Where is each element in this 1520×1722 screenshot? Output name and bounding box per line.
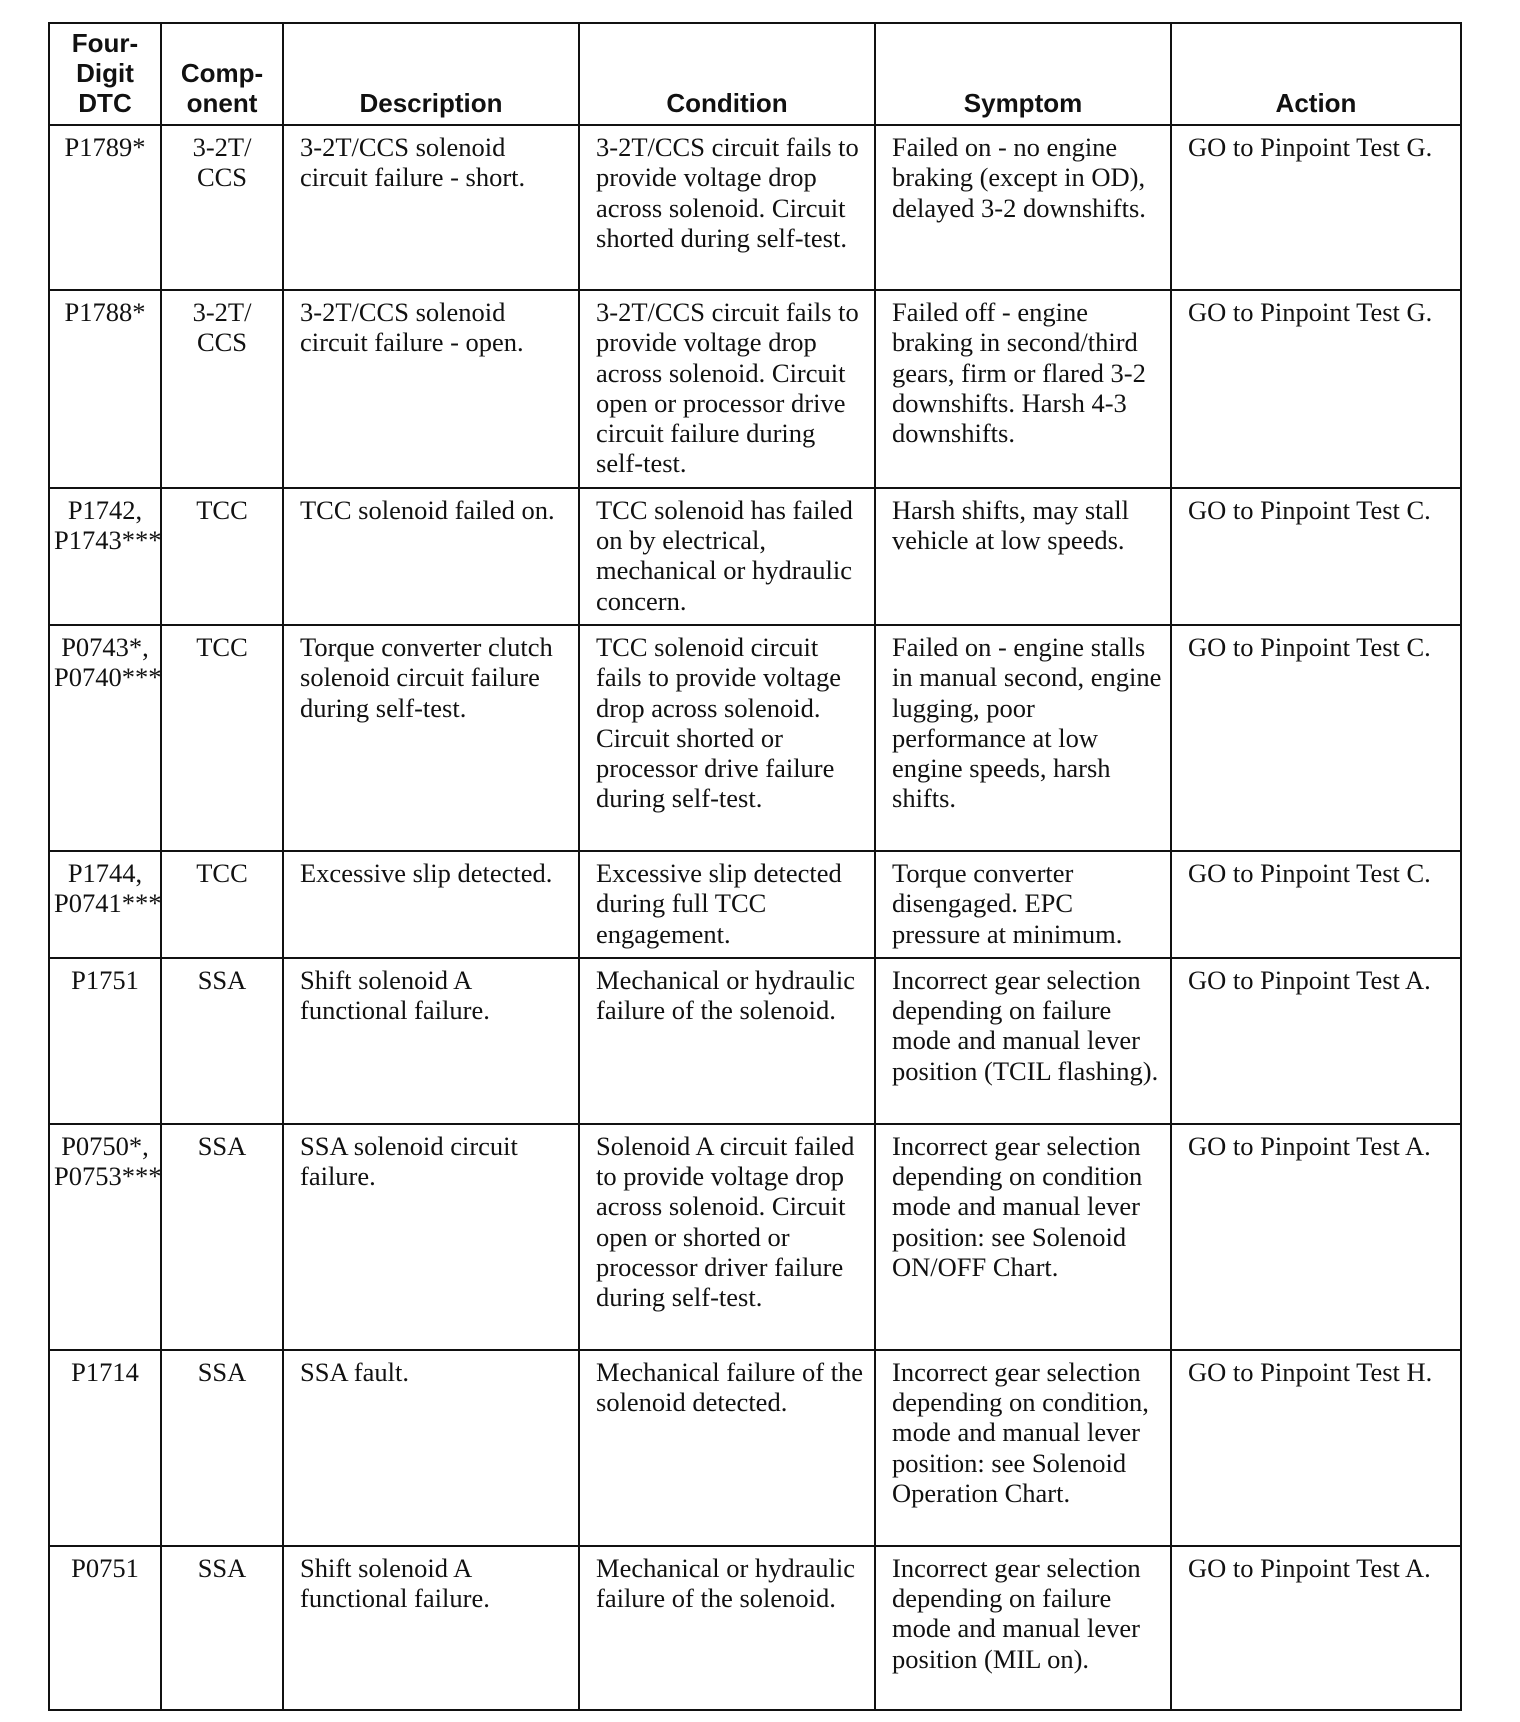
condition-cell: Mechanical or hydraulic failure of the solenoid.: [579, 1546, 875, 1710]
dtc-cell: P1751: [49, 958, 161, 1124]
header-row: [49, 23, 1461, 125]
description-cell: Excessive slip detected.: [283, 851, 579, 958]
component-cell: SSA: [161, 1546, 283, 1710]
condition-cell: 3-2T/CCS circuit fails to provide voltage drop across solenoid. Circuit shorted during self-test.: [579, 125, 875, 290]
condition-cell: Solenoid A circuit failed to provide voltage drop across solenoid. Circuit open or shorted or processor driver failure during self-test.: [579, 1124, 875, 1350]
action-cell: GO to Pinpoint Test G.: [1171, 125, 1461, 290]
table-row: [49, 290, 1461, 488]
description-cell: TCC solenoid failed on.: [283, 488, 579, 625]
dtc-cell: P0751: [49, 1546, 161, 1710]
symptom-cell: Failed on - no engine braking (except in OD), delayed 3-2 downshifts.: [875, 125, 1171, 290]
header-description: Description: [283, 23, 579, 125]
component-cell: 3-2T/ CCS: [161, 290, 283, 488]
dtc-cell: P1742, P1743***: [49, 488, 161, 625]
dtc-cell: P1714: [49, 1350, 161, 1546]
table-row: [49, 488, 1461, 625]
condition-cell: TCC solenoid circuit fails to provide voltage drop across solenoid. Circuit shorted or processor drive failure during self-test.: [579, 625, 875, 851]
description-cell: SSA solenoid circuit failure.: [283, 1124, 579, 1350]
component-cell: TCC: [161, 851, 283, 958]
header-condition: Condition: [579, 23, 875, 125]
table-row: [49, 851, 1461, 958]
action-cell: GO to Pinpoint Test A.: [1171, 1124, 1461, 1350]
action-cell: GO to Pinpoint Test H.: [1171, 1350, 1461, 1546]
condition-cell: TCC solenoid has failed on by electrical, mechanical or hydraulic concern.: [579, 488, 875, 625]
component-cell: SSA: [161, 1124, 283, 1350]
action-cell: GO to Pinpoint Test A.: [1171, 1546, 1461, 1710]
symptom-cell: Failed off - engine braking in second/third gears, firm or flared 3-2 downshifts. Harsh 4-3 downshifts.: [875, 290, 1171, 488]
table-row: [49, 125, 1461, 290]
dtc-cell: P0750*, P0753***: [49, 1124, 161, 1350]
condition-cell: Excessive slip detected during full TCC engagement.: [579, 851, 875, 958]
header-dtc: Four- Digit DTC: [49, 23, 161, 125]
action-cell: GO to Pinpoint Test A.: [1171, 958, 1461, 1124]
component-cell: 3-2T/ CCS: [161, 125, 283, 290]
table-body: [49, 125, 1461, 1710]
table-row: [49, 625, 1461, 851]
component-cell: TCC: [161, 625, 283, 851]
action-cell: GO to Pinpoint Test C.: [1171, 488, 1461, 625]
table-row: [49, 1350, 1461, 1546]
description-cell: Shift solenoid A functional failure.: [283, 1546, 579, 1710]
description-cell: 3-2T/CCS solenoid circuit failure - short.: [283, 125, 579, 290]
description-cell: SSA fault.: [283, 1350, 579, 1546]
action-cell: GO to Pinpoint Test G.: [1171, 290, 1461, 488]
action-cell: GO to Pinpoint Test C.: [1171, 625, 1461, 851]
dtc-cell: P1788*: [49, 290, 161, 488]
dtc-cell: P1789*: [49, 125, 161, 290]
symptom-cell: Torque converter disengaged. EPC pressure at minimum.: [875, 851, 1171, 958]
symptom-cell: Incorrect gear selection depending on failure mode and manual lever position (TCIL flashing).: [875, 958, 1171, 1124]
symptom-cell: Incorrect gear selection depending on failure mode and manual lever position (MIL on).: [875, 1546, 1171, 1710]
component-cell: SSA: [161, 958, 283, 1124]
component-cell: TCC: [161, 488, 283, 625]
table-row: [49, 1546, 1461, 1710]
description-cell: Torque converter clutch solenoid circuit failure during self-test.: [283, 625, 579, 851]
symptom-cell: Harsh shifts, may stall vehicle at low speeds.: [875, 488, 1171, 625]
table-row: [49, 958, 1461, 1124]
component-cell: SSA: [161, 1350, 283, 1546]
header-symptom: Symptom: [875, 23, 1171, 125]
symptom-cell: Incorrect gear selection depending on condition, mode and manual lever position: see Solenoid Operation Chart.: [875, 1350, 1171, 1546]
symptom-cell: Incorrect gear selection depending on condition mode and manual lever position: see Solenoid ON/OFF Chart.: [875, 1124, 1171, 1350]
dtc-table: [48, 22, 1462, 1711]
action-cell: GO to Pinpoint Test C.: [1171, 851, 1461, 958]
description-cell: 3-2T/CCS solenoid circuit failure - open.: [283, 290, 579, 488]
table-row: [49, 1124, 1461, 1350]
condition-cell: Mechanical failure of the solenoid detected.: [579, 1350, 875, 1546]
header-action: Action: [1171, 23, 1461, 125]
symptom-cell: Failed on - engine stalls in manual second, engine lugging, poor performance at low engine speeds, harsh shifts.: [875, 625, 1171, 851]
table-header: [49, 23, 1461, 125]
header-component: Comp- onent: [161, 23, 283, 125]
dtc-cell: P1744, P0741***: [49, 851, 161, 958]
dtc-cell: P0743*, P0740***: [49, 625, 161, 851]
description-cell: Shift solenoid A functional failure.: [283, 958, 579, 1124]
condition-cell: Mechanical or hydraulic failure of the solenoid.: [579, 958, 875, 1124]
condition-cell: 3-2T/CCS circuit fails to provide voltage drop across solenoid. Circuit open or processor drive circuit failure during self-test.: [579, 290, 875, 488]
